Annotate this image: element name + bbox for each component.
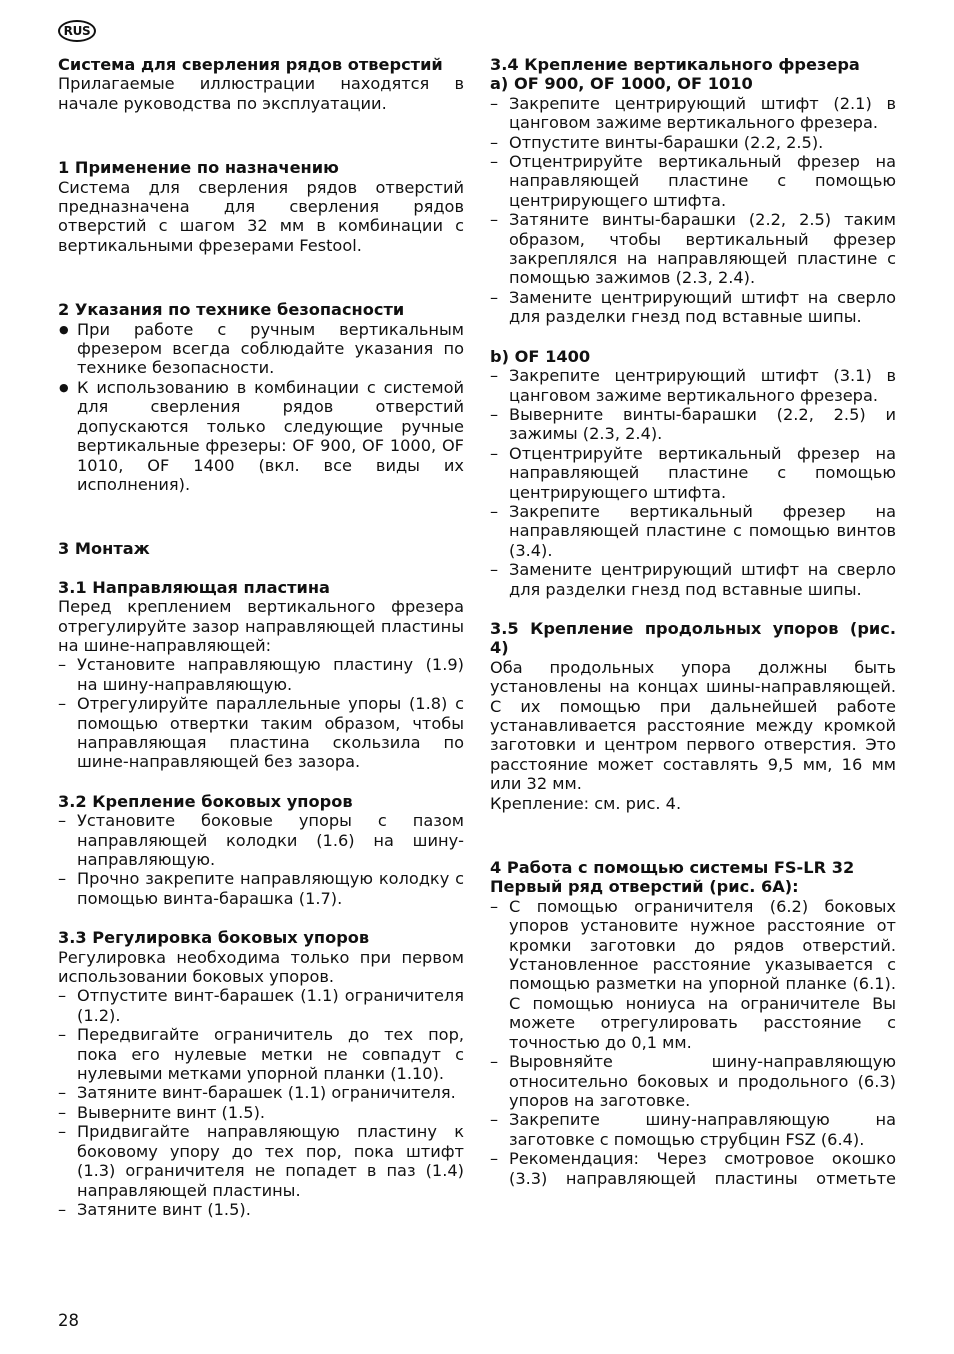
section-3-4b-title: b) OF 1400 xyxy=(490,346,591,366)
list-item: – Затяните винт (1.5). xyxy=(58,1200,464,1219)
section-4-subtitle: Первый ряд отверстий (рис. 6A): xyxy=(490,877,799,897)
section-3-title: 3 Монтаж xyxy=(58,539,150,559)
list-item: – Прочно закрепите направляющую колодку с помощью винта-барашка (1.7). xyxy=(58,869,464,908)
section-3-3-title: 3.3 Регулировка боковых упоров xyxy=(58,928,370,948)
section-4-title: 4 Работа с помощью системы FS-LR 32 xyxy=(490,858,855,878)
list-item: – Закрепите шину-направляющую на заготовке с помощью струбцин FSZ (6.4). xyxy=(490,1110,896,1149)
list-item: – Установите направляющую пластину (1.9) на шину-направляющую. xyxy=(58,655,464,694)
list-item: – С помощью ограничителя (6.2) боковых упоров установите нужное расстояние от кромки заготовки до рядов отверстий. Установленное расстояние указывается с помощью разметки на упорной планке (6.1). С помощью нониуса на ограничителе Вы можете отрегулировать расстояние с точностью до 0,1 мм. xyxy=(490,897,896,1052)
section-3-1-list xyxy=(58,655,464,771)
section-3-4-title: 3.4 Крепление вертикального фрезера xyxy=(490,55,860,74)
section-1-text: Система для сверления рядов отверстий предназначена для сверления рядов отверстий с шагом 32 мм в комбинации с вертикальными фрезерами Festool. xyxy=(58,177,464,255)
right-column xyxy=(490,55,896,1188)
section-4-list xyxy=(490,897,896,1188)
list-item: – Закрепите вертикальный фрезер на направляющей пластине с помощью винтов (3.4). xyxy=(490,502,896,560)
list-item: – Замените центрирующий штифт на сверло для разделки гнезд под вставные шипы. xyxy=(490,560,896,599)
list-item: – Затяните винты-барашки (2.2, 2.5) таким образом, чтобы вертикальный фрезер закреплялся на направляющей пластине с помощью зажимов (2.3, 2.4). xyxy=(490,210,896,288)
list-item: – Выверните винт (1.5). xyxy=(58,1103,464,1122)
section-2-title: 2 Указания по технике безопасности xyxy=(58,300,405,320)
section-3-1-title: 3.1 Направляющая пластина xyxy=(58,577,330,597)
section-3-5-title: 3.5 Крепление продольных упоров (рис. 4) xyxy=(490,618,896,658)
section-3-4a-list xyxy=(490,94,896,327)
list-item: – Отпустите винт-барашек (1.1) ограничителя (1.2). xyxy=(58,986,464,1025)
page-number: 28 xyxy=(58,1311,79,1330)
section-3-1-text: Перед креплением вертикального фрезера отрегулируйте зазор направляющей пластины на шине-направляющей: xyxy=(58,597,464,655)
intro-title: Система для сверления рядов отверстий xyxy=(58,55,443,74)
list-item: – Установите боковые упоры с пазом направляющей колодки (1.6) на шину-направляющую. xyxy=(58,811,464,869)
section-3-4a-title: a) OF 900, OF 1000, OF 1010 xyxy=(490,74,753,94)
list-item: – Замените центрирующий штифт на сверло для разделки гнезд под вставные шипы. xyxy=(490,288,896,327)
section-3-5-text: Оба продольных упора должны быть установлены на концах шины-направляющей. С их помощью при дальнейшей работе устанавливается расстояние между кромкой заготовки и центром первого отверстия. Это расстояние может составлять 9,5 мм, 16 мм или 32 мм. xyxy=(490,657,896,794)
list-item: – Передвигайте ограничитель до тех пор, пока его нулевые метки не совпадут с нулевыми метками упорной планки (1.10). xyxy=(58,1025,464,1083)
list-item: – Рекомендация: Через смотровое окошко (3.3) направляющей пластины отметьте xyxy=(490,1149,896,1188)
list-item: – Отцентрируйте вертикальный фрезер на направляющей пластине с помощью центрирующего штифта. xyxy=(490,152,896,210)
list-item: – Придвигайте направляющую пластину к боковому упору до тех пор, пока штифт (1.3) ограничителя не попадет в паз (1.4) направляющей пластины. xyxy=(58,1122,464,1200)
section-3-3-text: Регулировка необходима только при первом использовании боковых упоров. xyxy=(58,947,464,987)
language-badge: RUS xyxy=(58,20,96,42)
left-column xyxy=(58,55,464,1219)
list-item: – Выровняйте шину-направляющую относительно боковых и продольного (6.3) упоров на заготовке. xyxy=(490,1052,896,1110)
section-2-list xyxy=(58,320,464,495)
list-item: – Затяните винт-барашек (1.1) ограничителя. xyxy=(58,1083,464,1102)
section-3-5-text-2: Крепление: см. рис. 4. xyxy=(490,793,682,813)
list-item: ● К использованию в комбинации с системой для сверления рядов отверстий допускаются только следующие ручные вертикальные фрезеры: OF 900, OF 1000, OF 1010, OF 1400 (вкл. все виды их исполнения). xyxy=(58,378,464,494)
list-item: – Отпустите винты-барашки (2.2, 2.5). xyxy=(490,133,896,152)
list-item: – Отрегулируйте параллельные упоры (1.8) с помощью отвертки таким образом, чтобы направляющая пластина скользила по шине-направляющей без зазора. xyxy=(58,694,464,772)
section-3-2-list xyxy=(58,811,464,908)
section-3-3-list xyxy=(58,986,464,1219)
list-item: – Закрепите центрирующий штифт (2.1) в цанговом зажиме вертикального фрезера. xyxy=(490,94,896,133)
list-item: – Выверните винты-барашки (2.2, 2.5) и зажимы (2.3, 2.4). xyxy=(490,405,896,444)
list-item: ● При работе с ручным вертикальным фрезером всегда соблюдайте указания по технике безопасности. xyxy=(58,320,464,378)
list-item: – Отцентрируйте вертикальный фрезер на направляющей пластине с помощью центрирующего штифта. xyxy=(490,444,896,502)
section-1-title: 1 Применение по назначению xyxy=(58,158,339,178)
list-item: – Закрепите центрирующий штифт (3.1) в цанговом зажиме вертикального фрезера. xyxy=(490,366,896,405)
intro-text: Прилагаемые иллюстрации находятся в начале руководства по эксплуатации. xyxy=(58,74,464,113)
section-3-2-title: 3.2 Крепление боковых упоров xyxy=(58,791,353,811)
section-3-4b-list xyxy=(490,366,896,599)
